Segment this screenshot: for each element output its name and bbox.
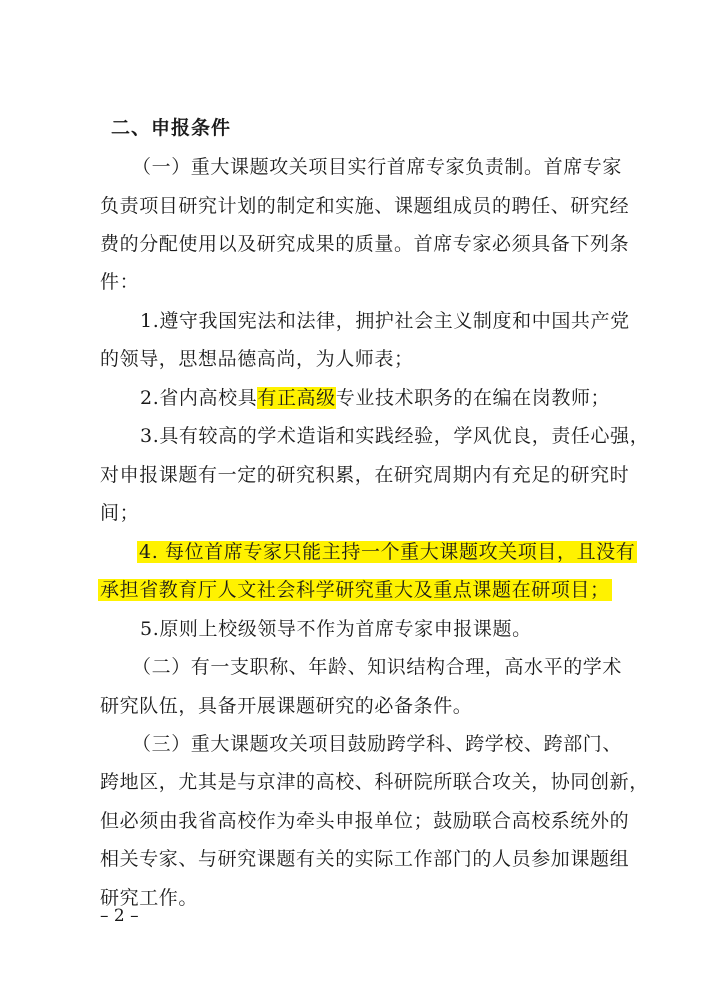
condition-3-line-3: 间； <box>100 502 140 524</box>
condition-4-line-1 <box>137 537 636 567</box>
condition-1-line-1: 1.遵守我国宪法和法律，拥护社会主义制度和中国共产党 <box>140 310 630 332</box>
paragraph-3-line-5: 研究工作。 <box>100 887 199 909</box>
highlighted-text: 4. 每位首席专家只能主持一个重大课题攻关项目，且没有 <box>139 541 636 563</box>
paragraph-3-line-1: （三）重大课题攻关项目鼓励跨学科、跨学校、跨部门、 <box>132 733 623 755</box>
condition-2-prefix: 2.省内高校具 <box>140 387 258 409</box>
paragraph-2-line-1: （二）有一支职称、年龄、知识结构合理，高水平的学术 <box>132 656 623 678</box>
condition-1-line-2: 的领导，思想品德高尚，为人师表； <box>100 348 414 370</box>
paragraph-3-line-4: 相关专家、与研究课题有关的实际工作部门的人员参加课题组 <box>100 848 630 870</box>
section-heading: 二、申报条件 <box>111 117 232 139</box>
paragraph-1-line-4: 件： <box>100 271 140 293</box>
page-number: – 2 – <box>100 906 139 926</box>
highlighted-text: 承担省教育厅人文社会科学研究重大及重点课题在研项目； <box>100 579 610 601</box>
paragraph-1-line-1: （一）重大课题攻关项目实行首席专家负责制。首席专家 <box>132 156 623 178</box>
condition-2 <box>140 383 630 413</box>
paragraph-1-line-3: 费的分配使用以及研究成果的质量。首席专家必须具备下列条 <box>100 233 630 255</box>
highlighted-text: 有正高级 <box>257 387 336 409</box>
paragraph-3-line-3: 但必须由我省高校作为牵头申报单位；鼓励联合高校系统外的 <box>100 810 630 832</box>
condition-3-line-2: 对申报课题有一定的研究积累，在研究周期内有充足的研究时 <box>100 464 630 486</box>
condition-4-line-2 <box>98 575 618 605</box>
paragraph-2-line-2: 研究队伍，具备开展课题研究的必备条件。 <box>100 695 473 717</box>
condition-3-line-1: 3.具有较高的学术造诣和实践经验，学风优良，责任心强， <box>140 425 650 447</box>
paragraph-1-line-2: 负责项目研究计划的制定和实施、课题组成员的聘任、研究经 <box>100 195 630 217</box>
condition-2-suffix: 专业技术职务的在编在岗教师； <box>335 387 611 409</box>
paragraph-3-line-2: 跨地区，尤其是与京津的高校、科研院所联合攻关，协同创新， <box>100 771 649 793</box>
condition-5: 5.原则上校级领导不作为首席专家申报课题。 <box>140 618 532 640</box>
